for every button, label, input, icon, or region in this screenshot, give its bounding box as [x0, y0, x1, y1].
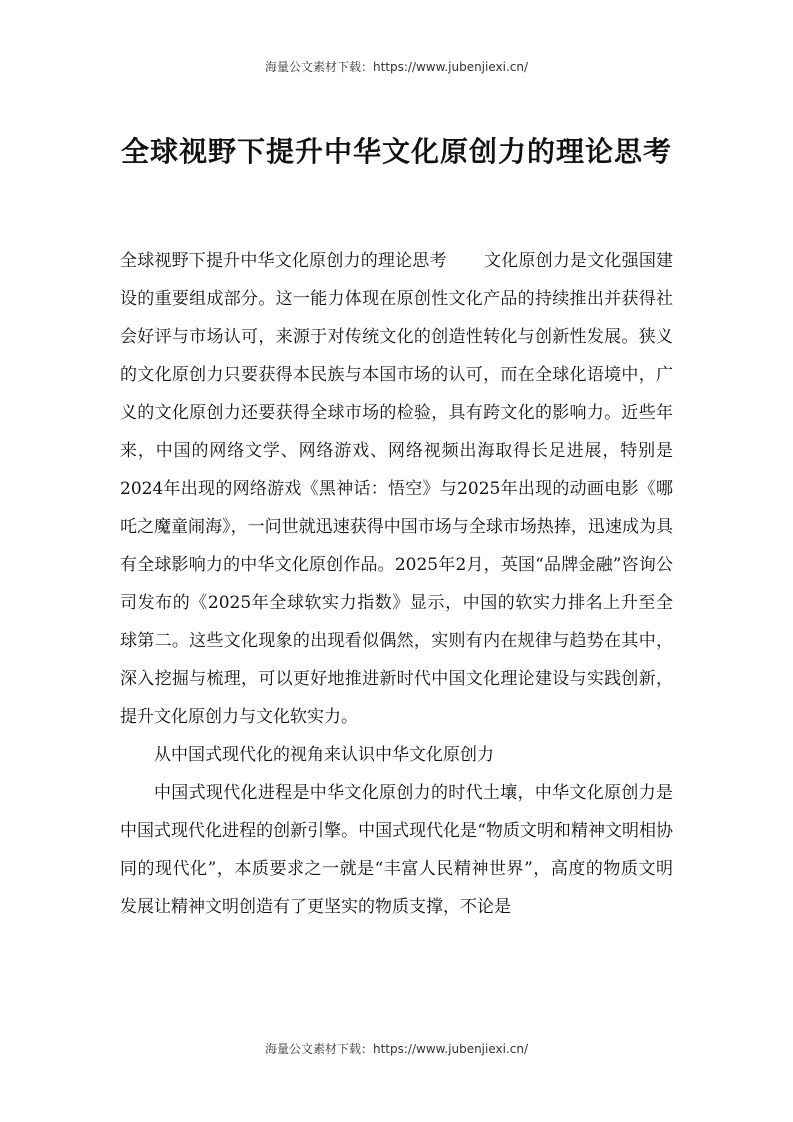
page-footer: 海量公文素材下载：https://www.jubenjiexi.cn/ [264, 1042, 529, 1056]
paragraph-1 [120, 242, 673, 736]
document-title: 全球视野下提升中华文化原创力的理论思考 [120, 135, 672, 168]
paragraph-1-body: 文化原创力是文化强国建设的重要组成部分。这一能力体现在原创性文化产品的持续推出并获得社会好评与市场认可，来源于对传统文化的创造性转化与创新性发展。狭义的文化原创力只要获得本民族与本国市场的认可，而在全球化语境中，广义的文化原创力还要获得全球市场的检验，具有跨文化的影响力。近些年来，中国的网络文学、网络游戏、网络视频出海取得长足进展，特别是2024年出现的网络游戏《黑神话：悟空》与2025年出现的动画电影《哪吒之魔童闹海》，一问世就迅速获得中国市场与全球市场热捧，迅速成为具有全球影响力的中华文化原创作品。2025年2月，英国“品牌金融”咨询公司发布的《2025年全球软实力指数》显示，中国的软实力排名上升至全球第二。这些文化现象的出现看似偶然，实则有内在规律与趋势在其中，深入挖掘与梳理，可以更好地推进新时代中国文化理论建设与实践创新，提升文化原创力与文化软实力。 [120, 251, 674, 727]
section-heading: 从中国式现代化的视角来认识中华文化原创力 [154, 745, 494, 765]
paragraph-1-lead: 全球视野下提升中华文化原创力的理论思考 [120, 251, 447, 271]
document-body [120, 242, 673, 926]
page-header: 海量公文素材下载：https://www.jubenjiexi.cn/ [264, 60, 529, 74]
paragraph-3: 中国式现代化进程是中华文化原创力的时代土壤，中华文化原创力是中国式现代化进程的创新引擎。中国式现代化是“物质文明和精神文明相协同的现代化”，本质要求之一就是“丰富人民精神世界”，高度的物质文明发展让精神文明创造有了更坚实的物质支撑，不论是 [120, 783, 673, 917]
